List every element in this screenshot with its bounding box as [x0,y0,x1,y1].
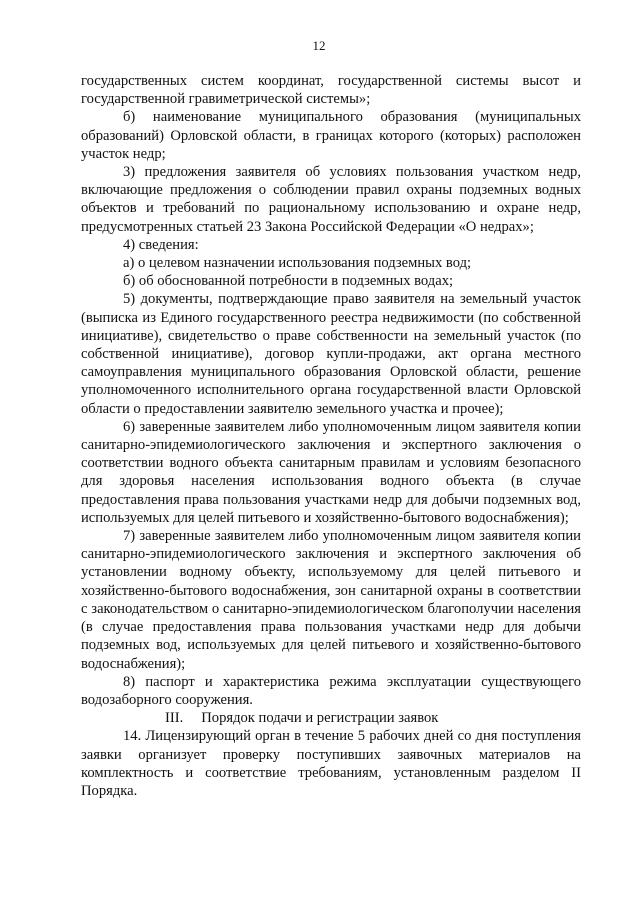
paragraph: б) об обоснованной потребности в подземных водах; [123,273,454,290]
section-number: III. [165,710,184,727]
paragraphs-before-section [81,72,581,709]
paragraph: 3) предложения заявителя об условиях пользования участком недр, включающие предложения о соблюдении правил охраны подземных водных объектов и требований по рациональному использованию и охране недр, предусмотренных статьей 23 Закона Российской Федерации «О недрах»; [81,164,581,235]
section-heading [81,709,581,727]
paragraph: 14. Лицензирующий орган в течение 5 рабочих дней со дня поступления заявки организует проверку поступивших заявочных материалов на комплектность и соответствие требованиям, установленным разделом II Порядка. [81,728,581,799]
paragraphs-after-section [81,727,581,800]
paragraph: б) наименование муниципального образования (муниципальных образований) Орловской области, в границах которого (которых) расположен участок недр; [81,109,581,162]
paragraph: 8) паспорт и характеристика режима эксплуатации существующего водозаборного сооружения. [81,673,581,708]
document-body [81,72,581,800]
paragraph: государственных систем координат, государственной системы высот и государственной гравиметрической системы»; [81,73,581,108]
paragraph: 6) заверенные заявителем либо уполномоченным лицом заявителя копии санитарно-эпидемиологического заключения и экспертного заключения о соответствии водного объекта санитарным правилам и условиям безопасного для здоровья населения использования водного объекта (в случае предоставления права пользования участками недр для добычи подземных вод, используемых для целей питьевого и хозяйственно-бытового водоснабжения); [81,418,581,526]
page-number: 12 [312,38,326,53]
paragraph: 4) сведения: [123,236,199,253]
paragraph: 7) заверенные заявителем либо уполномоченным лицом заявителя копии санитарно-эпидемиологического заключения и экспертного заключения об установлении водному объекту, используемому для целей питьевого и хозяйственно-бытового водоснабжения, зон санитарной охраны в соответствии с законодательством о санитарно-эпидемиологическом благополучии населения (в случае предоставления права пользования участками недр для добычи подземных вод, используемых для целей питьевого и хозяйственно-бытового водоснабжения); [81,528,581,672]
section-title: Порядок подачи и регистрации заявок [201,710,439,727]
paragraph: 5) документы, подтверждающие право заявителя на земельный участок (выписка из Единого государственного реестра недвижимости (по собственной инициативе), свидетельство о праве собственности на земельный участок (по собственной инициативе), договор купли-продажи, акт органа местного самоуправления муниципального образования Орловской области, решение уполномоченного исполнительного органа государственной власти Орловской области о предоставлении заявителю земельного участка и прочее); [81,291,581,417]
paragraph: а) о целевом назначении использования подземных вод; [123,255,472,272]
